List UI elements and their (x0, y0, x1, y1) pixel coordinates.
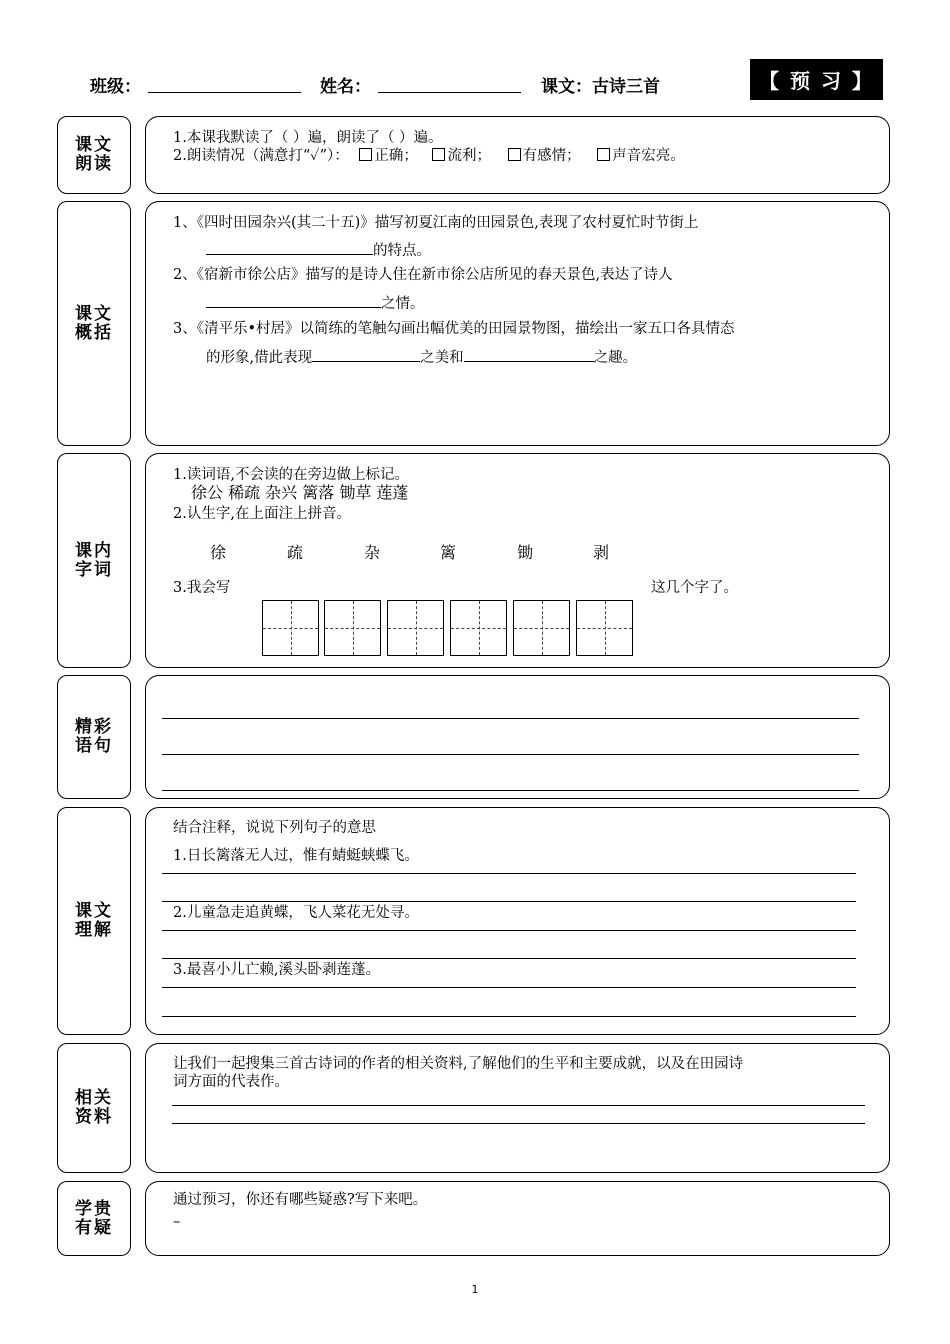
section-summary (145, 201, 890, 446)
writing-line[interactable] (172, 1105, 865, 1106)
checkbox-icon (597, 148, 610, 161)
writing-grid[interactable] (262, 600, 319, 656)
questions-dash: – (173, 1214, 181, 1230)
section-materials (145, 1043, 890, 1173)
checkbox-emotion[interactable]: 有感情； (508, 148, 581, 164)
blank-field[interactable] (464, 347, 594, 362)
writing-line[interactable] (162, 958, 856, 959)
writing-line[interactable] (162, 1016, 856, 1017)
words-task-3: 3.我会写 (173, 580, 231, 596)
blank-field[interactable] (206, 240, 373, 255)
understanding-intro: 结合注释，说说下列句子的意思 (173, 820, 376, 836)
writing-line[interactable] (162, 718, 859, 719)
materials-line-2: 词方面的代表作。 (173, 1074, 289, 1090)
understanding-q2: 2.儿童急走追黄蝶，飞人菜花无处寻。 (173, 905, 419, 921)
reading-count-line: 1.本课我默读了（ ）遍，朗读了（ ）遍。 (173, 130, 443, 146)
section-label-reading: 课文朗读 (57, 116, 131, 194)
questions-prompt: 通过预习，你还有哪些疑惑?写下来吧。 (173, 1192, 428, 1208)
writing-line[interactable] (162, 987, 856, 988)
section-reading (145, 116, 890, 194)
class-label: 班级： (90, 77, 141, 97)
section-label-summary: 课文概括 (57, 201, 131, 446)
section-understanding (145, 807, 890, 1035)
summary-item-2: 2、《宿新市徐公店》描写的是诗人住在新市徐公店所见的春天景色,表达了诗人 (173, 267, 673, 283)
section-label-words: 课内字词 (57, 453, 131, 668)
blank-field[interactable] (206, 293, 381, 308)
section-label-materials: 相关资料 (57, 1043, 131, 1173)
reading-status-prefix: 2.朗读情况（满意打“✓”）： (173, 148, 349, 164)
blank-field[interactable] (312, 347, 420, 362)
new-char: 锄 (517, 543, 534, 562)
writing-line[interactable] (162, 790, 859, 791)
lesson-label: 课文：古诗三首 (541, 77, 660, 97)
checkbox-icon (432, 148, 445, 161)
summary-item-2-cont: 之情。 (206, 293, 425, 313)
writing-line[interactable] (162, 901, 856, 902)
section-sentences (145, 675, 890, 799)
reading-status-line (173, 147, 685, 165)
section-label-questions: 学贵有疑 (57, 1181, 131, 1256)
summary-item-1-cont: 的特点。 (206, 240, 431, 260)
writing-grid[interactable] (324, 600, 381, 656)
page-number: 1 (471, 1283, 479, 1296)
new-char: 疏 (287, 543, 304, 562)
section-label-sentences: 精彩语句 (57, 675, 131, 799)
words-task-3-end: 这几个字了。 (651, 580, 738, 596)
words-task-2: 2.认生字,在上面注上拼音。 (173, 506, 351, 522)
class-field[interactable] (148, 92, 301, 93)
word-list: 徐公 稀疏 杂兴 篱落 锄草 莲蓬 (191, 483, 409, 502)
writing-line[interactable] (162, 873, 856, 874)
writing-grid[interactable] (387, 600, 444, 656)
summary-item-1: 1、《四时田园杂兴(其二十五)》描写初夏江南的田园景色,表现了农村夏忙时节街上 (173, 215, 699, 231)
checkbox-icon (508, 148, 521, 161)
preview-badge: 【 预 习 】 (750, 59, 883, 100)
checkbox-correct[interactable]: 正确； (359, 148, 418, 164)
name-field[interactable] (378, 92, 521, 93)
writing-grid[interactable] (576, 600, 633, 656)
writing-grid[interactable] (450, 600, 507, 656)
summary-item-3: 3、《清平乐•村居》以简练的笔触勾画出幅优美的田园景物图，描绘出一家五口各具情态 (173, 321, 735, 337)
writing-line[interactable] (162, 930, 856, 931)
summary-item-3-cont: 的形象,借此表现 之美和 之趣。 (206, 347, 637, 367)
checkbox-loud[interactable]: 声音宏亮。 (597, 148, 685, 164)
section-label-understanding: 课文理解 (57, 807, 131, 1035)
writing-grid[interactable] (513, 600, 570, 656)
checkbox-icon (359, 148, 372, 161)
new-char: 杂 (364, 543, 381, 562)
new-char: 徐 (210, 543, 227, 562)
understanding-q3: 3.最喜小儿亡赖,溪头卧剥莲蓬。 (173, 962, 380, 978)
checkbox-fluent[interactable]: 流利； (432, 148, 491, 164)
writing-line[interactable] (172, 1123, 865, 1124)
writing-line[interactable] (162, 754, 859, 755)
section-questions (145, 1181, 890, 1256)
materials-line-1: 让我们一起搜集三首古诗词的作者的相关资料,了解他们的生平和主要成就，以及在田园诗 (173, 1056, 744, 1072)
new-char: 篱 (440, 543, 457, 562)
words-task-1: 1.读词语,不会读的在旁边做上标记。 (173, 467, 409, 483)
understanding-q1: 1.日长篱落无人过，惟有蜻蜓蛱蝶飞。 (173, 848, 419, 864)
new-char: 剥 (593, 543, 610, 562)
name-label: 姓名： (320, 77, 371, 97)
